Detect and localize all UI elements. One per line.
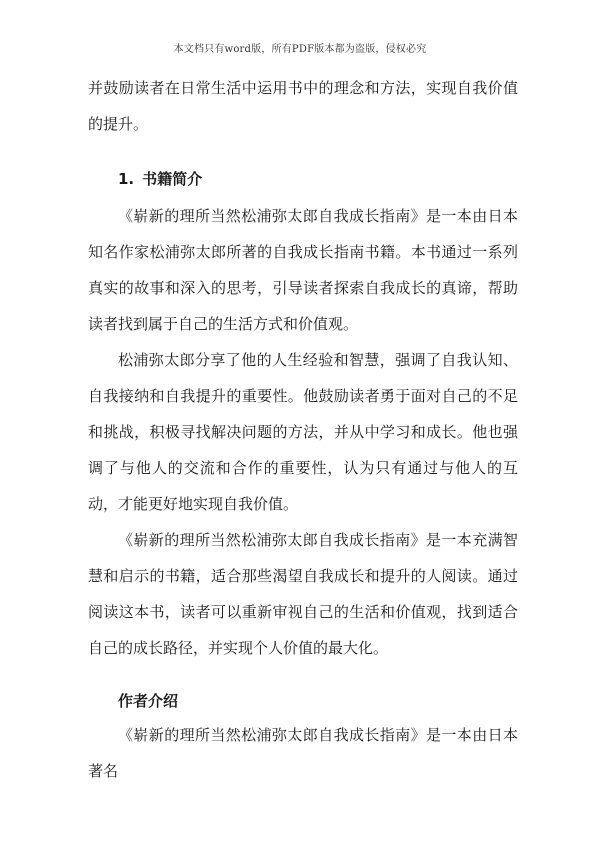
paragraph: 《崭新的理所当然松浦弥太郎自我成长指南》是一本充满智慧和启示的书籍，适合那些渴望自我成长和提升的人阅读。通过阅读这本书，读者可以重新审视自己的生活和价值观，找到适合自己的成长路径，并实现个人价值的最大化。: [88, 531, 518, 657]
paragraph: 《崭新的理所当然松浦弥太郎自我成长指南》是一本由日本知名作家松浦弥太郎所著的自我成长指南书籍。本书通过一系列真实的故事和深入的思考，引导读者探索自我成长的真谛，帮助读者找到属于自己的生活方式和价值观。: [88, 207, 518, 333]
intro-paragraph: 并鼓励读者在日常生活中运用书中的理念和方法，实现自我价值的提升。: [88, 79, 518, 133]
section-heading-author-intro: [118, 690, 548, 711]
section-heading-book-intro: [118, 168, 548, 189]
section-title: 书籍简介: [142, 170, 203, 188]
section-body-author-intro: [88, 717, 518, 789]
section-title: 作者介绍: [118, 692, 179, 710]
copyright-notice: 本文档只有word版，所有PDF版本都为盗版，侵权必究: [173, 44, 427, 55]
paragraph: 松浦弥太郎分享了他的人生经验和智慧，强调了自我认知、自我接纳和自我提升的重要性。他鼓励读者勇于面对自己的不足和挑战，积极寻找解决问题的方法，并从中学习和成长。他也强调了与他人的交流和合作的重要性，认为只有通过与他人的互动，才能更好地实现自我价值。: [88, 351, 518, 513]
section-body-book-intro: [88, 198, 518, 666]
paragraph: 《崭新的理所当然松浦弥太郎自我成长指南》是一本由日本著名: [88, 726, 518, 780]
intro-paragraph-block: [88, 70, 518, 142]
section-number: 1.: [118, 170, 135, 188]
